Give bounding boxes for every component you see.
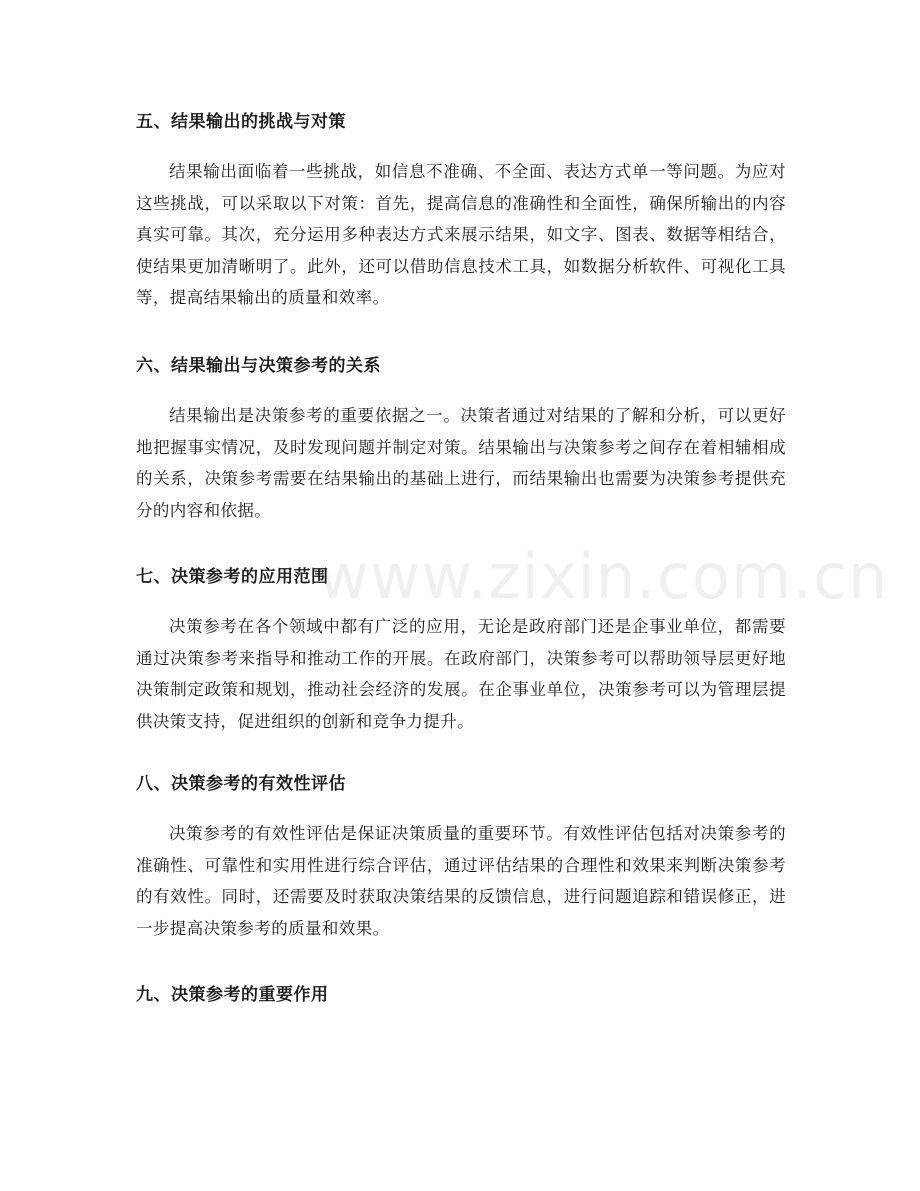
section-5 — [136, 110, 786, 314]
section-paragraph: 结果输出面临着一些挑战，如信息不准确、不全面、表达方式单一等问题。为应对这些挑战，可以采取以下对策：首先，提高信息的准确性和全面性，确保所输出的内容真实可靠。其次，充分运用多种表达方式来展示结果，如文字、图表、数据等相结合，使结果更加清晰明了。此外，还可以借助信息技术工具，如数据分析软件、可视化工具等，提高结果输出的质量和效率。 — [136, 162, 786, 307]
section-9 — [136, 983, 786, 1007]
section-paragraph: 结果输出是决策参考的重要依据之一。决策者通过对结果的了解和分析，可以更好地把握事实情况，及时发现问题并制定对策。结果输出与决策参考之间存在着相辅相成的关系，决策参考需要在结果输出的基础上进行，而结果输出也需要为决策参考提供充分的内容和依据。 — [136, 406, 786, 520]
section-heading: 八、决策参考的有效性评估 — [136, 774, 346, 794]
section-6 — [136, 354, 786, 526]
watermark: www.zixin.com.cn — [318, 540, 889, 613]
section-8 — [136, 772, 786, 944]
section-heading: 六、结果输出与决策参考的关系 — [136, 356, 381, 376]
section-heading: 七、决策参考的应用范围 — [136, 567, 329, 587]
section-heading: 九、决策参考的重要作用 — [136, 985, 329, 1005]
section-paragraph: 决策参考在各个领域中都有广泛的应用，无论是政府部门还是企事业单位，都需要通过决策参考来指导和推动工作的开展。在政府部门，决策参考可以帮助领导层更好地决策制定政策和规划，推动社会经济的发展。在企事业单位，决策参考可以为管理层提供决策支持，促进组织的创新和竞争力提升。 — [136, 617, 786, 731]
section-7 — [136, 565, 786, 737]
section-heading: 五、结果输出的挑战与对策 — [136, 112, 346, 132]
section-paragraph: 决策参考的有效性评估是保证决策质量的重要环节。有效性评估包括对决策参考的准确性、可靠性和实用性进行综合评估，通过评估结果的合理性和效果来判断决策参考的有效性。同时，还需要及时获取决策结果的反馈信息，进行问题追踪和错误修正，进一步提高决策参考的质量和效果。 — [136, 824, 786, 938]
